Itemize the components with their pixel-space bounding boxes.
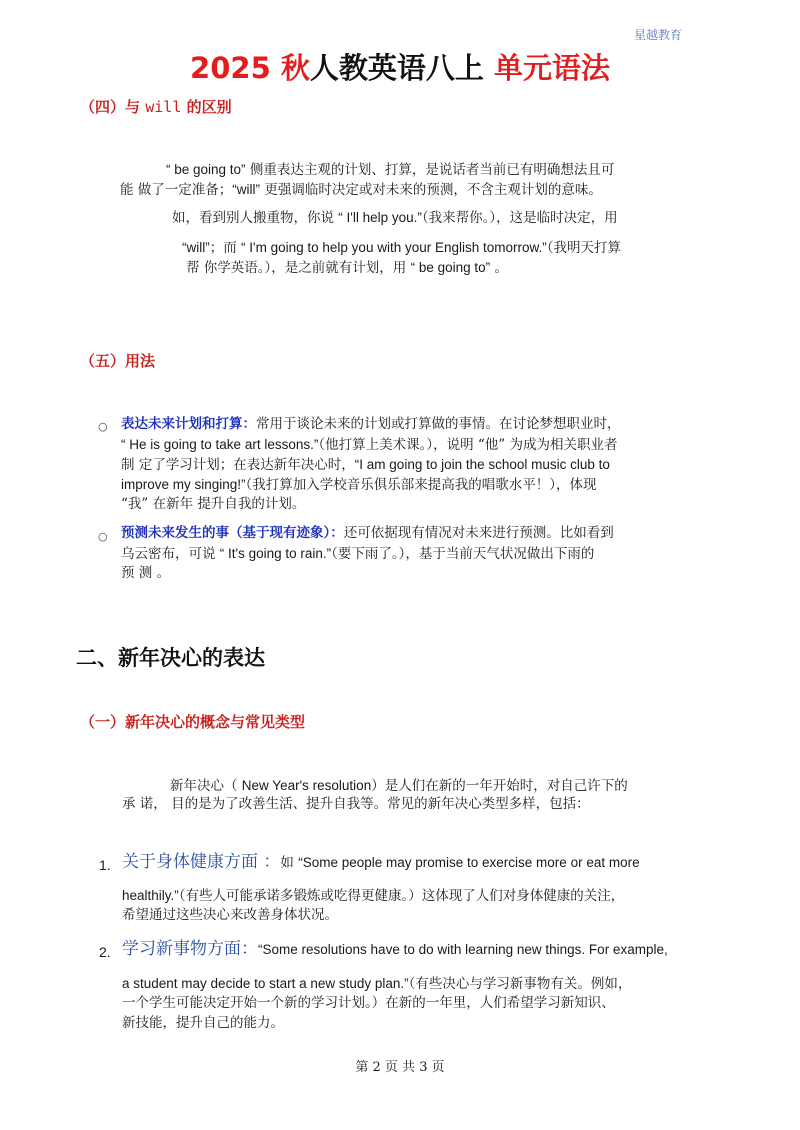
list-item-line: 希望通过这些决心来改善身体状况。 <box>122 907 338 923</box>
list-item-line: healthily.”（有些人可能承诺多锻炼或吃得更健康。）这体现了人们对身体健康的关注， <box>122 888 625 904</box>
paragraph-line: 如，看到别人搬重物，你说 “ I'll help you.”（我来帮你。），这是临时决定，用 <box>172 210 618 226</box>
paragraph-line: 新年决心（ New Year's resolution）是人们在新的一年开始时，对自己许下的 <box>170 778 628 794</box>
list-item-line: a student may decide to start a new study plan.”（有些决心与学习新事物有关。例如， <box>122 976 632 992</box>
list-item-line: 学习新事物方面：“Some resolutions have to do with learning new things. For example, <box>122 939 668 959</box>
paragraph-line: “ be going to” 侧重表达主观的计划、打算，是说话者当前已有明确想法且可 <box>166 162 615 178</box>
list-item-line: improve my singing!”（我打算加入学校音乐俱乐部来提高我的唱歌水平！），体现 <box>121 477 597 493</box>
list-item-line: 一个学生可能决定开始一个新的学习计划。）在新的一年里，人们希望学习新知识、 <box>122 995 615 1011</box>
paragraph-line: 承 诺， 目的是为了改善生活、提升自我等。常见的新年决心类型多样，包括： <box>122 796 590 812</box>
paragraph-line: 帮 你学英语。），是之前就有计划，用 “ be going to” 。 <box>186 260 508 276</box>
section-heading-will-difference: （四）与 will 的区别 <box>80 98 232 116</box>
page-title: 2025 秋人教英语八上 单元语法 <box>190 51 610 85</box>
list-item-line: 表达未来计划和打算：常用于谈论未来的计划或打算做的事情。在讨论梦想职业时， <box>121 416 621 432</box>
paragraph-line: 能 做了一定准备；“will” 更强调临时决定或对未来的预测，不含主观计划的意味。 <box>120 182 602 198</box>
list-number: 1. <box>99 857 111 873</box>
bullet-icon: ○ <box>98 420 108 433</box>
brand-label: 星越教育 <box>634 28 683 42</box>
list-item-line: “我” 在新年 提升自我的计划。 <box>121 496 306 512</box>
list-item-line: 乌云密布，可说 “ It's going to rain.”（要下雨了。），基于当前天气状况做出下雨的 <box>121 546 595 562</box>
section-heading-usage: （五）用法 <box>80 352 156 370</box>
list-item-line: 预测未来发生的事（基于现有迹象）：还可依据现有情况对未来进行预测。比如看到 <box>121 525 614 541</box>
list-item-line: “ He is going to take art lessons.”（他打算上美术课。），说明 “他” 为成为相关职业者 <box>121 437 618 453</box>
page-number: 第 2 页 共 3 页 <box>355 1060 445 1075</box>
list-item-line: 制 定了学习计划；在表达新年决心时，“I am going to join the school music club to <box>121 457 610 473</box>
list-item-line: 关于身体健康方面 ：如 “Some people may promise to exercise more or eat more <box>122 852 640 872</box>
section-heading-resolution-types: （一）新年决心的概念与常见类型 <box>80 713 306 731</box>
list-item-line: 预 测 。 <box>121 565 171 581</box>
paragraph-line: “will”；而 “ I'm going to help you with your English tomorrow.”（我明天打算 <box>182 240 622 256</box>
bullet-icon: ○ <box>98 530 108 543</box>
list-number: 2. <box>99 944 111 960</box>
chapter-heading: 二、新年决心的表达 <box>76 646 265 670</box>
list-item-line: 新技能，提升自己的能力。 <box>122 1015 284 1031</box>
